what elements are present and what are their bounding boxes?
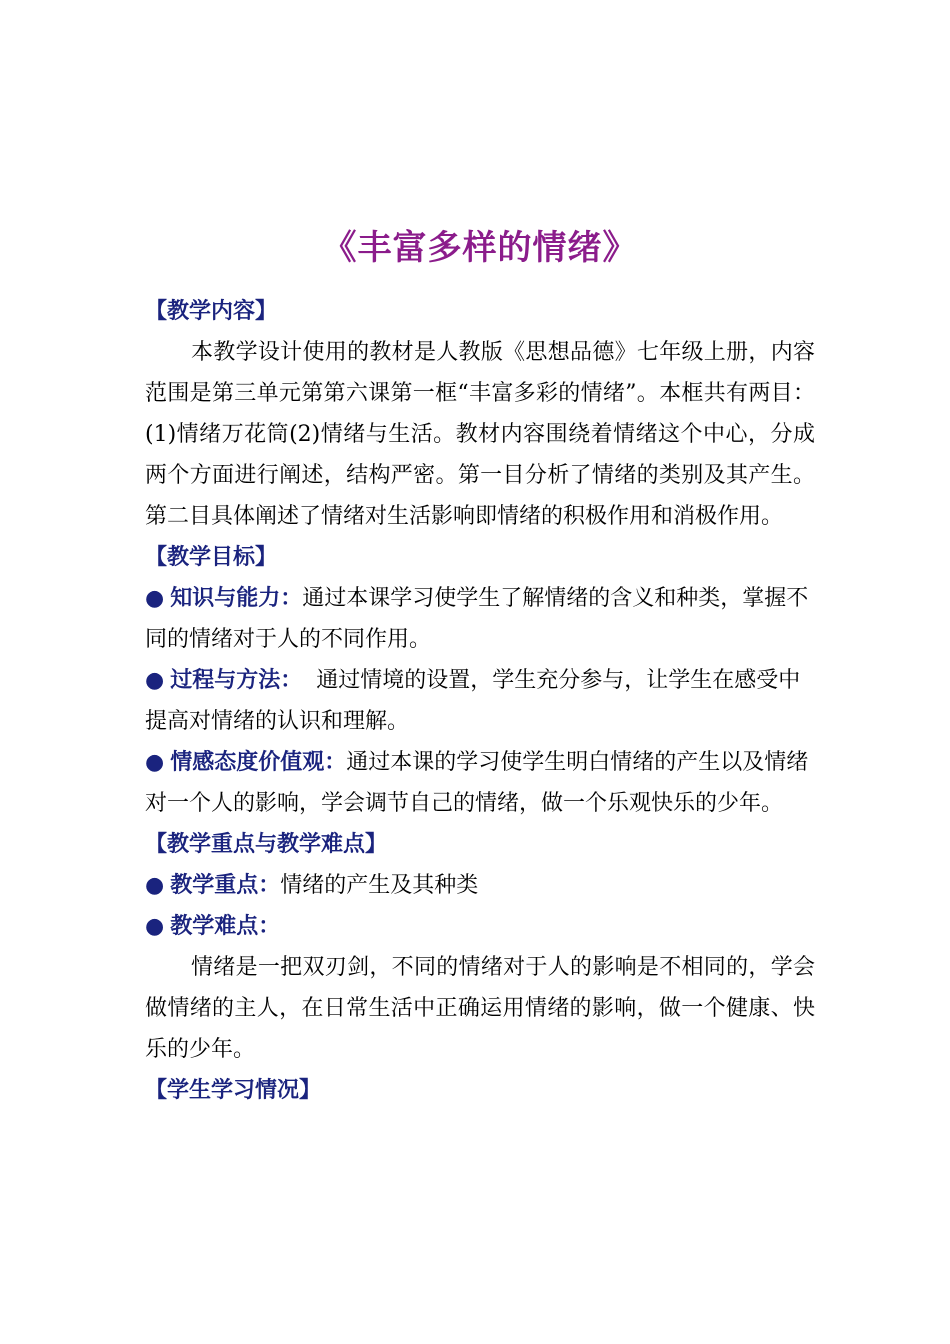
keypoint-focus-text: 情绪的产生及其种类 (280, 873, 479, 898)
section-heading-students: 【学生学习情况】 (145, 1078, 322, 1103)
keypoint-focus (145, 865, 815, 906)
difficulty-paragraph: 情绪是一把双刃剑，不同的情绪对于人的影响是不相同的，学会做情绪的主人，在日常生活中正确运用情绪的影响，做一个健康、快乐的少年。 (145, 955, 815, 1062)
keypoint-focus-label: 教学重点： (170, 873, 281, 898)
document-title: 《丰富多样的情绪》 (322, 228, 638, 268)
goal-item-attitude (145, 742, 815, 824)
section-heading-goals: 【教学目标】 (145, 545, 278, 570)
keypoint-difficulty-label: 教学难点： (170, 914, 281, 939)
goal-label-knowledge: 知识与能力： (170, 586, 303, 611)
section-heading-keypoints: 【教学重点与教学难点】 (145, 832, 388, 857)
bullet-icon: ● (145, 668, 165, 693)
section-heading-content: 【教学内容】 (145, 299, 278, 324)
content-paragraph: 本教学设计使用的教材是人教版《思想品德》七年级上册，内容范围是第三单元第第六课第一框“丰富多彩的情绪”。本框共有两目：(1)情绪万花筒(2)情绪与生活。教材内容围绕着情绪这个中心，分成两个方面进行阐述，结构严密。第一目分析了情绪的类别及其产生。第二目具体阐述了情绪对生活影响即情绪的积极作用和消极作用。 (145, 340, 815, 529)
document-page (145, 220, 815, 1111)
goal-label-attitude: 情感态度价值观： (170, 750, 347, 775)
goal-item-knowledge (145, 578, 815, 660)
bullet-icon: ● (145, 873, 165, 898)
goal-label-process: 过程与方法： (170, 668, 303, 693)
goal-text-knowledge: 通过本课学习使学生了解情绪的含义和种类，掌握不同的情绪对于人的不同作用。 (145, 586, 809, 652)
goal-item-process (145, 660, 815, 742)
bullet-icon: ● (145, 914, 165, 939)
bullet-icon: ● (145, 586, 165, 611)
bullet-icon: ● (145, 750, 165, 775)
keypoint-difficulty (145, 906, 815, 947)
goal-text-process: 通过情境的设置，学生充分参与，让学生在感受中提高对情绪的认识和理解。 (145, 668, 801, 734)
goal-text-attitude: 通过本课的学习使学生明白情绪的产生以及情绪对一个人的影响，学会调节自己的情绪，做一个乐观快乐的少年。 (145, 750, 809, 816)
